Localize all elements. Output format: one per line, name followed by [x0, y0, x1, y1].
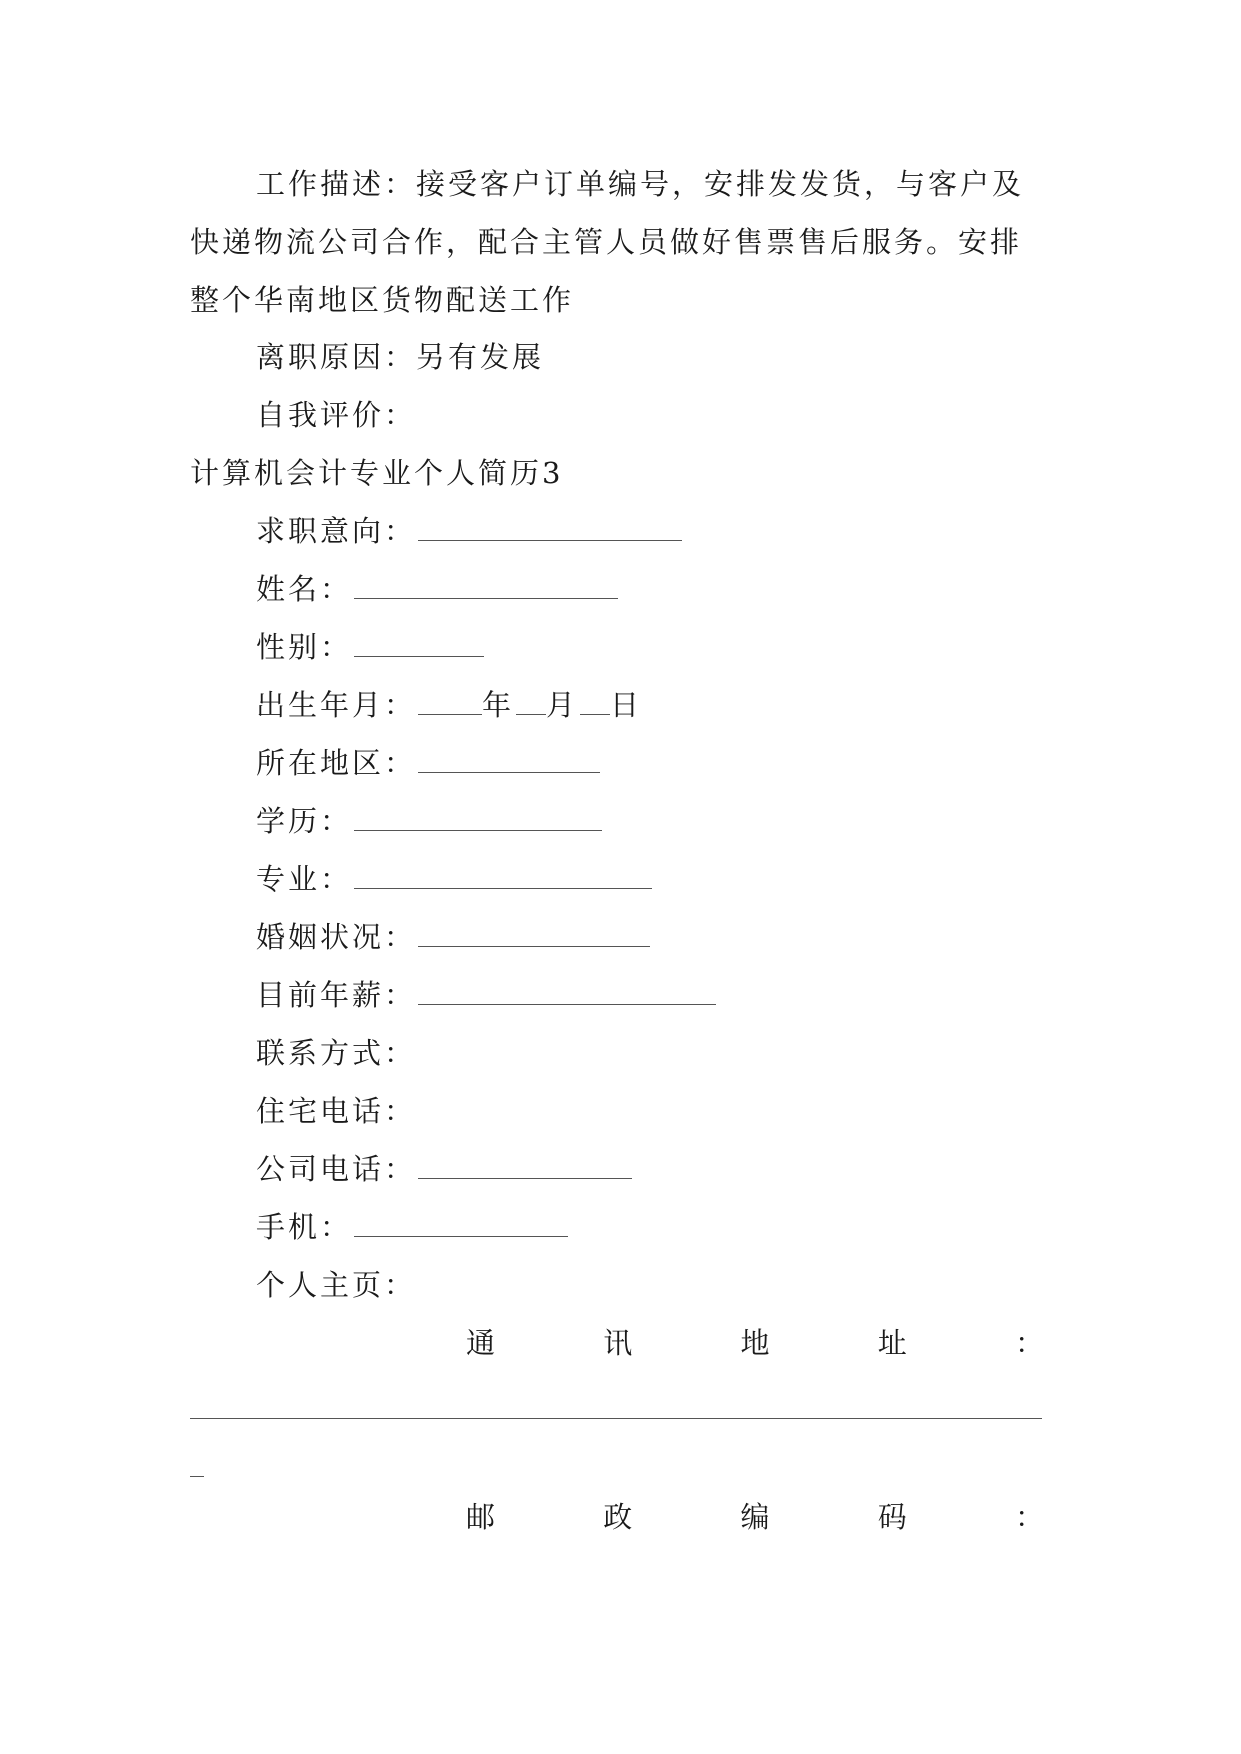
education-blank	[354, 806, 602, 831]
intent-label: 求职意向：	[256, 514, 417, 548]
leave-reason: 离职原因：另有发展	[256, 340, 545, 374]
birth-row	[256, 685, 642, 725]
address-blank-continued	[190, 1476, 204, 1477]
resume-title: 计算机会计专业个人简历3	[190, 456, 564, 490]
mobile-row	[256, 1207, 568, 1247]
birth-day-blank	[580, 690, 610, 715]
job-description-line-2: 快递物流公司合作，配合主管人员做好售票售后服务。安排	[190, 225, 1023, 259]
major-label: 专业：	[256, 862, 353, 896]
self-evaluation-label: 自我评价：	[256, 398, 417, 432]
name-blank	[354, 574, 618, 599]
company-phone-label: 公司电话：	[256, 1152, 417, 1186]
postcode-char: 邮	[466, 1500, 496, 1534]
address-char: 讯	[603, 1326, 633, 1360]
intent-row	[256, 511, 682, 551]
address-char: 通	[466, 1326, 496, 1360]
name-row	[256, 569, 618, 609]
region-row	[256, 743, 600, 783]
postcode-label	[466, 1497, 1044, 1537]
birth-year-blank	[418, 690, 482, 715]
job-description-line-3: 整个华南地区货物配送工作	[190, 283, 575, 317]
region-label: 所在地区：	[256, 746, 417, 780]
mobile-blank	[354, 1212, 568, 1237]
contact-label: 联系方式：	[256, 1036, 417, 1070]
mobile-label: 手机：	[256, 1210, 353, 1244]
postcode-char: 码	[877, 1500, 907, 1534]
address-blank	[190, 1418, 1042, 1419]
postcode-char: 编	[740, 1500, 770, 1534]
salary-blank	[418, 980, 716, 1005]
major-blank	[354, 864, 652, 889]
name-label: 姓名：	[256, 572, 353, 606]
marital-label: 婚姻状况：	[256, 920, 417, 954]
homepage-label: 个人主页：	[256, 1268, 417, 1302]
postcode-char: 政	[603, 1500, 633, 1534]
home-phone-label: 住宅电话：	[256, 1094, 417, 1128]
gender-blank	[354, 632, 484, 657]
address-char: ：	[1014, 1326, 1044, 1360]
address-label	[466, 1323, 1044, 1363]
birth-month-unit: 月	[546, 688, 579, 722]
intent-blank	[418, 516, 682, 541]
salary-row	[256, 975, 716, 1015]
birth-year-unit: 年	[482, 688, 515, 722]
address-char: 地	[740, 1326, 770, 1360]
marital-row	[256, 917, 650, 957]
postcode-char: ：	[1014, 1500, 1044, 1534]
address-char: 址	[877, 1326, 907, 1360]
company-phone-blank	[418, 1154, 632, 1179]
education-label: 学历：	[256, 804, 353, 838]
education-row	[256, 801, 602, 841]
company-phone-row	[256, 1149, 632, 1189]
salary-label: 目前年薪：	[256, 978, 417, 1012]
major-row	[256, 859, 652, 899]
birth-month-blank	[516, 690, 546, 715]
marital-blank	[418, 922, 650, 947]
birth-day-unit: 日	[610, 688, 643, 722]
gender-row	[256, 627, 484, 667]
region-blank	[418, 748, 600, 773]
gender-label: 性别：	[256, 630, 353, 664]
birth-label: 出生年月：	[256, 688, 417, 722]
job-description-line-1: 工作描述：接受客户订单编号，安排发发货，与客户及	[256, 167, 1025, 201]
